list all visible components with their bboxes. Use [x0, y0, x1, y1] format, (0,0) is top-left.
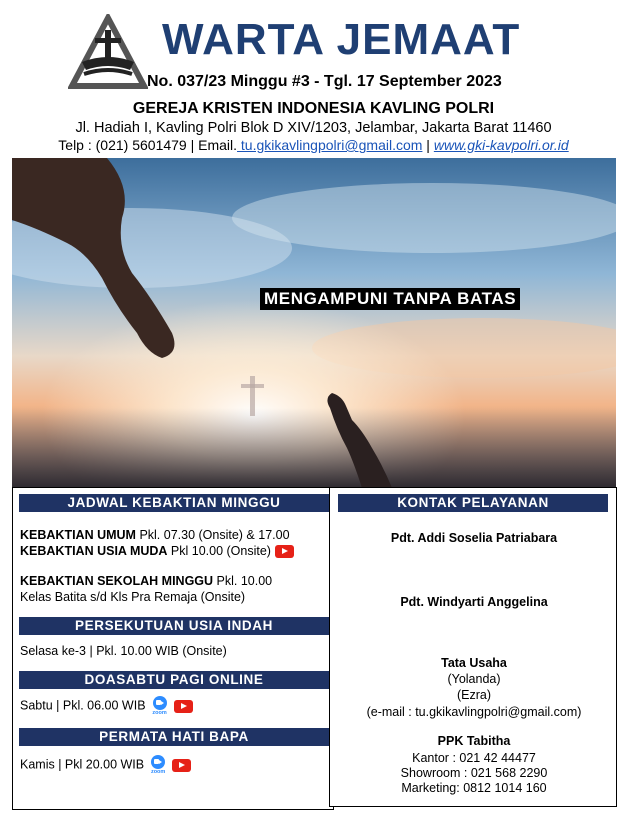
kebaktian-sekolah-minggu [20, 574, 272, 588]
youtube-icon[interactable] [172, 759, 191, 772]
pastor-2: Pdt. Windyarti Anggelina [400, 595, 548, 609]
schedule-panel [12, 487, 334, 810]
doa-sabtu-text: Sabtu | Pkl. 06.00 WIB [20, 698, 146, 713]
issue-info: No. 037/23 Minggu #3 - Tgl. 17 September 2023 [147, 73, 502, 90]
website-link[interactable]: www.gki-kavpolri.or.id [433, 137, 569, 153]
zoom-icon[interactable]: zoom [148, 755, 168, 775]
sermon-theme: MENGAMPUNI TANPA BATAS [260, 288, 520, 310]
youtube-icon[interactable] [174, 700, 193, 713]
kebaktian-umum-label: KEBAKTIAN UMUM [20, 528, 136, 542]
kebaktian-sekolah-label: KEBAKTIAN SEKOLAH MINGGU [20, 574, 214, 588]
ppk-showroom: Showroom : 021 568 2290 [400, 766, 548, 780]
kebaktian-umum [20, 528, 290, 542]
contact-header: KONTAK PELAYANAN [338, 494, 608, 512]
tata-usaha-name-1: (Yolanda) [447, 672, 501, 686]
doa-sabtu-row [20, 696, 193, 716]
kebaktian-sekolah-note: Kelas Batita s/d Kls Pra Remaja (Onsite) [20, 590, 246, 604]
separator: | [422, 137, 434, 153]
church-logo-icon [68, 14, 148, 94]
kebaktian-sekolah-time: Pkl. 10.00 [213, 574, 273, 588]
kebaktian-umum-time: Pkl. 07.30 (Onsite) & 17.00 [135, 528, 290, 542]
ppk-marketing: Marketing: 0812 1014 160 [401, 781, 547, 795]
phone-text: Telp : (021) 5601479 | Email. [58, 137, 238, 153]
email-link[interactable]: tu.gkikavlingpolri@gmail.com [237, 137, 423, 153]
doa-sabtu-header: DOASABTU PAGI ONLINE [19, 671, 329, 689]
usia-indah-header: PERSEKUTUAN USIA INDAH [19, 617, 329, 635]
youtube-icon[interactable] [275, 545, 294, 558]
contact-line [0, 137, 627, 153]
kebaktian-usia-muda-time: Pkl 10.00 (Onsite) [167, 544, 271, 558]
ppk-kantor: Kantor : 021 42 44477 [412, 751, 536, 765]
ppk-title: PPK Tabitha [437, 734, 511, 748]
tata-usaha-name-2: (Ezra) [456, 688, 492, 702]
tata-usaha-email: (e-mail : tu.gkikavlingpolri@gmail.com) [366, 705, 582, 719]
contact-panel [329, 487, 617, 807]
pastor-1: Pdt. Addi Soselia Patriabara [390, 531, 558, 545]
church-name: GEREJA KRISTEN INDONESIA KAVLING POLRI [132, 100, 495, 117]
sunday-schedule-header: JADWAL KEBAKTIAN MINGGU [19, 494, 329, 512]
permata-hati-bapa-text: Kamis | Pkl 20.00 WIB [20, 757, 145, 772]
permata-hati-bapa-header: PERMATA HATI BAPA [19, 728, 329, 746]
tata-usaha-title: Tata Usaha [441, 656, 507, 670]
permata-hati-bapa-row [20, 755, 191, 775]
kebaktian-usia-muda-label: KEBAKTIAN USIA MUDA [20, 544, 168, 558]
zoom-icon[interactable]: zoom [150, 696, 170, 716]
usia-indah-text: Selasa ke-3 | Pkl. 10.00 WIB (Onsite) [20, 644, 227, 658]
newsletter-title: WARTA JEMAAT [162, 15, 521, 64]
hero-image [12, 158, 616, 488]
church-address: Jl. Hadiah I, Kavling Polri Blok D XIV/1203, Jelambar, Jakarta Barat 11460 [75, 120, 552, 136]
kebaktian-usia-muda [20, 544, 294, 558]
